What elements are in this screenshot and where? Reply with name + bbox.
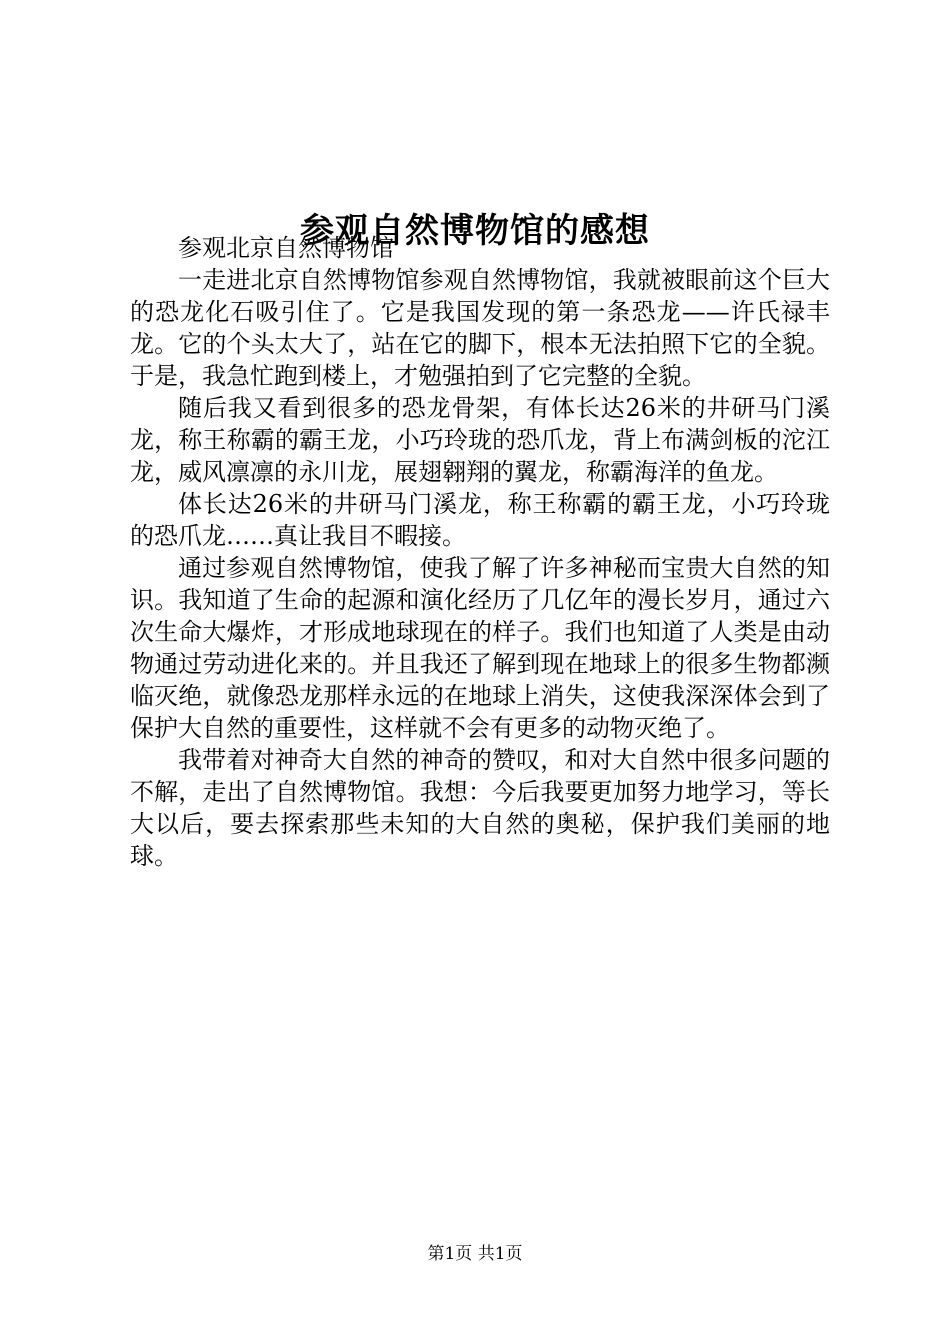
subtitle-paragraph: 参观北京自然博物馆 [178,234,394,262]
body-paragraph: 通过参观自然博物馆，使我了解了许多神秘而宝贵大自然的知识。我知道了生命的起源和演化经历了几亿年的漫长岁月，通过六次生命大爆炸，才形成地球现在的样子。我们也知道了人类是由动物通过劳动进化来的。并且我还了解到现在地球上的很多生物都濒临灭绝，就像恐龙那样永远的在地球上消失，这使我深深体会到了保护大自然的重要性，这样就不会有更多的动物灭绝了。 [130,554,830,742]
body-paragraph: 一走进北京自然博物馆参观自然博物馆，我就被眼前这个巨大的恐龙化石吸引住了。它是我国发现的第一条恐龙——许氏禄丰龙。它的个头太大了，站在它的脚下，根本无法拍照下它的全貌。于是，我急忙跑到楼上，才勉强拍到了它完整的全貌。 [130,266,830,390]
page-title: 参观自然博物馆的感想 [300,210,650,251]
body-paragraph: 体长达26米的井研马门溪龙，称王称霸的霸王龙，小巧玲珑的恐爪龙……真让我目不暇接。 [130,490,830,550]
body-paragraph: 随后我又看到很多的恐龙骨架，有体长达26米的井研马门溪龙，称王称霸的霸王龙，小巧玲珑的恐爪龙，背上布满剑板的沱江龙，威风凛凛的永川龙，展翅翱翔的翼龙，称霸海洋的鱼龙。 [130,394,830,486]
document-body [130,232,830,872]
body-paragraph: 我带着对神奇大自然的神奇的赞叹，和对大自然中很多问题的不解，走出了自然博物馆。我想：今后我要更加努力地学习，等长大以后，要去探索那些未知的大自然的奥秘，保护我们美丽的地球。 [130,746,830,870]
page-footer: 第1页 共1页 [427,1244,523,1264]
